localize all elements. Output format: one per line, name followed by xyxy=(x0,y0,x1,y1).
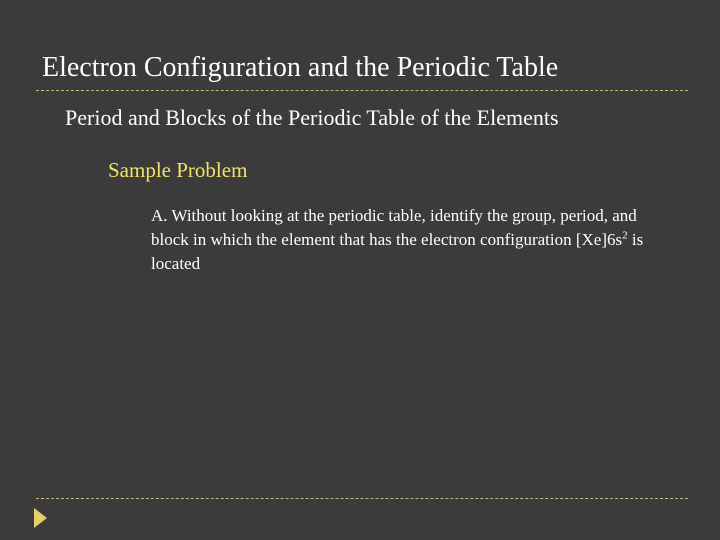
bullet-level-1-text: Period and Blocks of the Periodic Table of the Elements xyxy=(65,105,559,130)
footer-divider xyxy=(36,498,688,499)
title-divider xyxy=(36,90,688,91)
bullet-level-2-text: Sample Problem xyxy=(108,158,248,182)
bullet-level-3-text xyxy=(151,204,651,276)
bullet-level-1 xyxy=(40,104,559,132)
question-text: A. Without looking at the periodic table, identify the group, period, and block in which the element that has the electron configuration [Xe]6s xyxy=(151,206,637,249)
question-text-end: is located xyxy=(151,230,644,273)
slide-title: Electron Configuration and the Periodic Table xyxy=(42,52,559,83)
superscript-exponent: 2 xyxy=(622,229,628,242)
play-arrow-icon[interactable] xyxy=(34,508,47,528)
bullet-level-3 xyxy=(130,204,651,276)
bullet-level-2 xyxy=(86,156,247,184)
